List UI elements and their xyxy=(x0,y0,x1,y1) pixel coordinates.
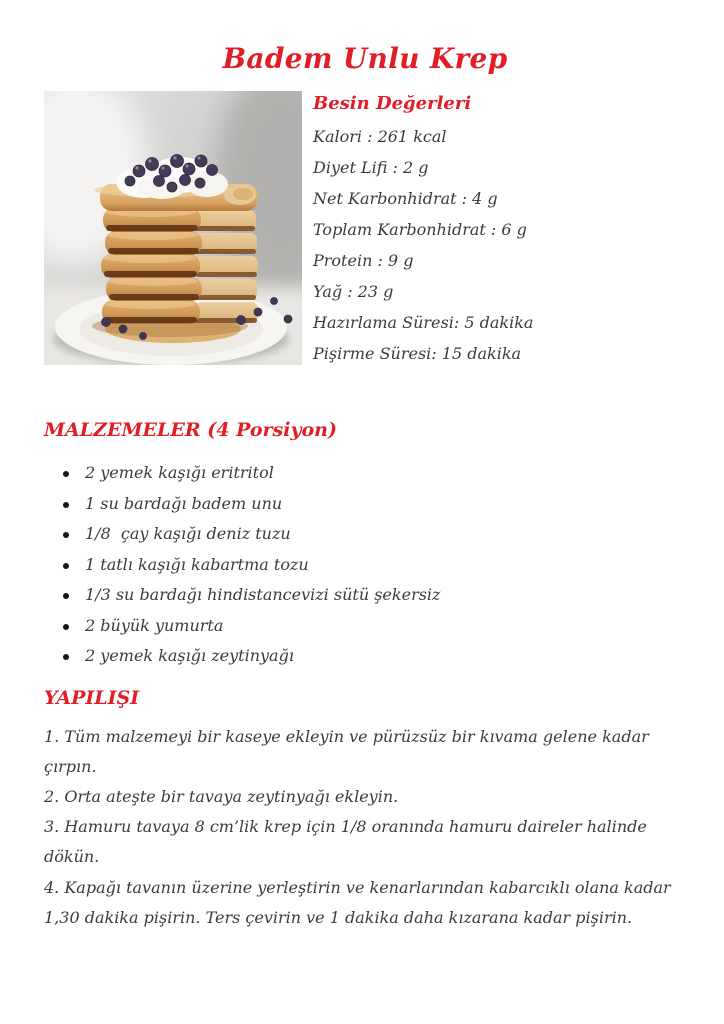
ingredients-heading: MALZEMELER (4 Porsiyon) xyxy=(44,419,337,441)
nutrition-heading: Besin Değerleri xyxy=(313,93,472,114)
page-title: Badem Unlu Krep xyxy=(222,42,508,75)
bullet-dot-icon xyxy=(63,471,69,477)
ingredient-text: 2 yemek kaşığı eritritol xyxy=(85,463,274,482)
ingredient-item xyxy=(44,611,686,642)
ingredient-text: 2 büyük yumurta xyxy=(85,615,224,635)
ingredient-text: 1/3 su bardağı hindistancevizi sütü şekersiz xyxy=(85,585,441,604)
nutrition-item: Net Karbonhidrat : 4 g xyxy=(313,189,498,208)
ingredient-item xyxy=(44,489,686,520)
ingredient-text: 1 su bardağı badem unu xyxy=(85,493,283,513)
bullet-dot-icon xyxy=(63,502,69,508)
ingredient-item xyxy=(44,550,686,581)
ingredient-text: 1 tatlı kaşığı kabartma tozu xyxy=(85,554,309,574)
bullet-dot-icon xyxy=(63,593,69,599)
nutrition-section xyxy=(313,91,533,369)
pancake-photo-illustration xyxy=(44,91,302,365)
bullet-dot-icon xyxy=(63,654,69,660)
cut-face-layers xyxy=(191,210,258,323)
nutrition-item: Toplam Karbonhidrat : 6 g xyxy=(313,220,527,239)
pancake-photo xyxy=(44,91,302,365)
ingredient-text: 1/8 çay kaşığı deniz tuzu xyxy=(85,524,291,543)
front-layers xyxy=(101,207,202,324)
photo-and-nutrition-row xyxy=(44,91,686,369)
nutrition-item: Protein : 9 g xyxy=(313,251,414,270)
ingredient-item xyxy=(44,580,686,611)
instructions-list xyxy=(44,722,690,933)
ingredient-item xyxy=(44,641,686,672)
nutrition-item: Yağ : 23 g xyxy=(313,282,394,301)
instruction-step: 2. Orta ateşte bir tavaya zeytinyağı ekleyin. xyxy=(44,786,399,806)
nutrition-list xyxy=(313,121,533,369)
instructions-heading: YAPILIŞI xyxy=(44,686,140,709)
nutrition-item: Pişirme Süresi: 15 dakika xyxy=(313,344,522,363)
instruction-step: 3. Hamuru tavaya 8 cm’lik krep için 1/8 oranında hamuru daireler halinde dökün. xyxy=(44,817,647,867)
instruction-step: 1. Tüm malzemeyi bir kaseye ekleyin ve pürüzsüz bir kıvama gelene kadar çırpın. xyxy=(44,726,649,776)
nutrition-item: Hazırlama Süresi: 5 dakika xyxy=(313,313,534,332)
nutrition-item: Kalori : 261 kcal xyxy=(313,127,447,146)
nutrition-item: Diyet Lifi : 2 g xyxy=(313,158,429,177)
ingredients-list xyxy=(44,458,686,672)
bullet-dot-icon xyxy=(63,532,69,538)
bullet-dot-icon xyxy=(63,563,69,569)
ingredient-text: 2 yemek kaşığı zeytinyağı xyxy=(85,646,294,665)
ingredient-item xyxy=(44,519,686,550)
bullet-dot-icon xyxy=(63,624,69,630)
instruction-step: 4. Kapağı tavanın üzerine yerleştirin ve kenarlarından kabarcıklı olana kadar 1,30 dakika pişirin. Ters çevirin ve 1 dakika daha kızarana kadar pişirin. xyxy=(44,877,671,927)
pancake-stack xyxy=(94,183,258,324)
ingredient-item xyxy=(44,458,686,489)
